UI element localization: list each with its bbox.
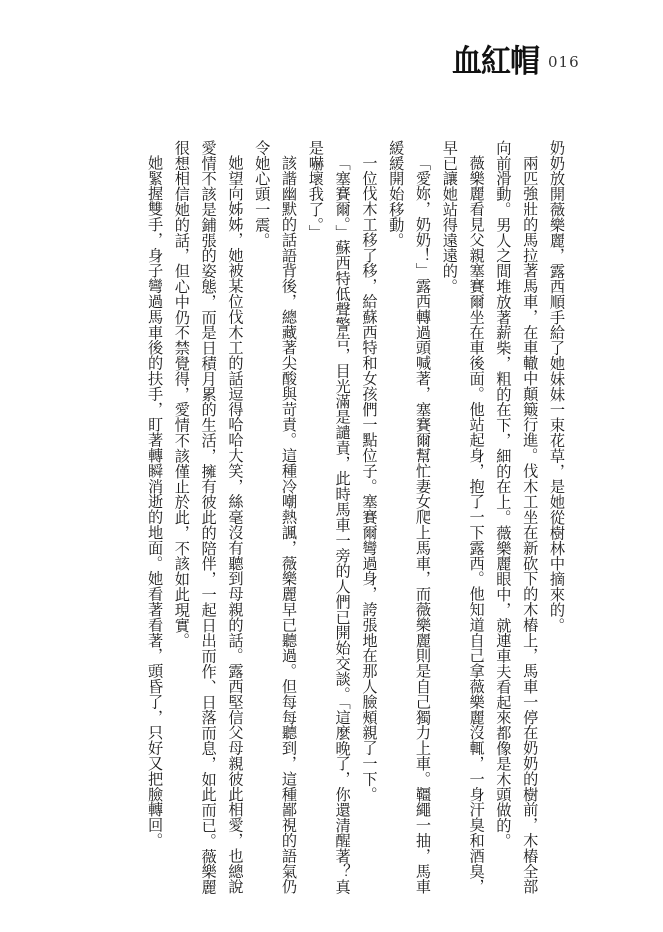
vertical-text-body — [141, 140, 570, 900]
paragraph-2: 兩匹強壯的馬拉著馬車，在車轍中顛簸行進。伐木工坐在新砍下的木樁上，馬車一停在奶奶的樹前，木樁全部向前滑動。男人之間堆放著薪柴，粗的在下，細的在上。薇樂麗眼中，就連車夫看起來都像是木頭做的。 — [494, 140, 540, 895]
paragraph-6: 「塞賽爾。」蘇西特低聲警告，目光滿是譴責，此時馬車一旁的人們已開始交談。「這麼晚了，你還清醒著？真是嚇壞我了。」 — [306, 140, 352, 895]
paragraph-3: 薇樂麗看見父親塞賽爾坐在車後面。他站起身，抱了一下露西。他知道自己拿薇樂麗沒輒，一身汗臭和酒臭，早已讓她站得遠遠的。 — [440, 140, 486, 895]
paragraph-9: 她緊握雙手，身子彎過馬車後的扶手，盯著轉瞬消逝的地面。她看著看著，頭昏了，只好又把臉轉回。 — [146, 155, 165, 849]
book-title-logo: 血紅帽 — [452, 43, 539, 80]
page-number: 016 — [548, 53, 580, 71]
paragraph-5: 一位伐木工移了移，給蘇西特和女孩們一點位子。塞賽爾彎過身，誇張地在那人臉頰親了一下。 — [360, 155, 379, 802]
paragraph-7: 該諧幽默的話語背後，總藏著尖酸與苛責。這種冷嘲熱諷，薇樂麗早已聽過。但每每聽到，這種鄙視的語氣仍令她心頭一震。 — [253, 140, 299, 895]
paragraph-1: 奶奶放開薇樂麗，露西順手給了她妹妹一束花草，是她從樹林中摘來的。 — [548, 140, 566, 633]
paragraph-4: 「愛妳，奶奶！」露西轉過頭喊著，塞賽爾幫忙妻女爬上馬車，而薇樂麗則是自己獨力上車。韁繩一抽，馬車緩緩開始移動。 — [387, 140, 433, 895]
paragraph-8: 她望向姊姊，她被某位伐木工的話逗得哈哈大笑，絲毫沒有聽到母親的話。露西堅信父母親彼此相愛，也總說愛情不該是鋪張的姿態，而是日積月累的生活，擁有彼此的陪伴，一起日出而作、日落而息，如此而已。薇樂麗很想相信她的話，但心中仍不禁覺得，愛情不該僅止於此，不該如此現實。 — [172, 140, 245, 895]
running-header — [452, 40, 622, 84]
